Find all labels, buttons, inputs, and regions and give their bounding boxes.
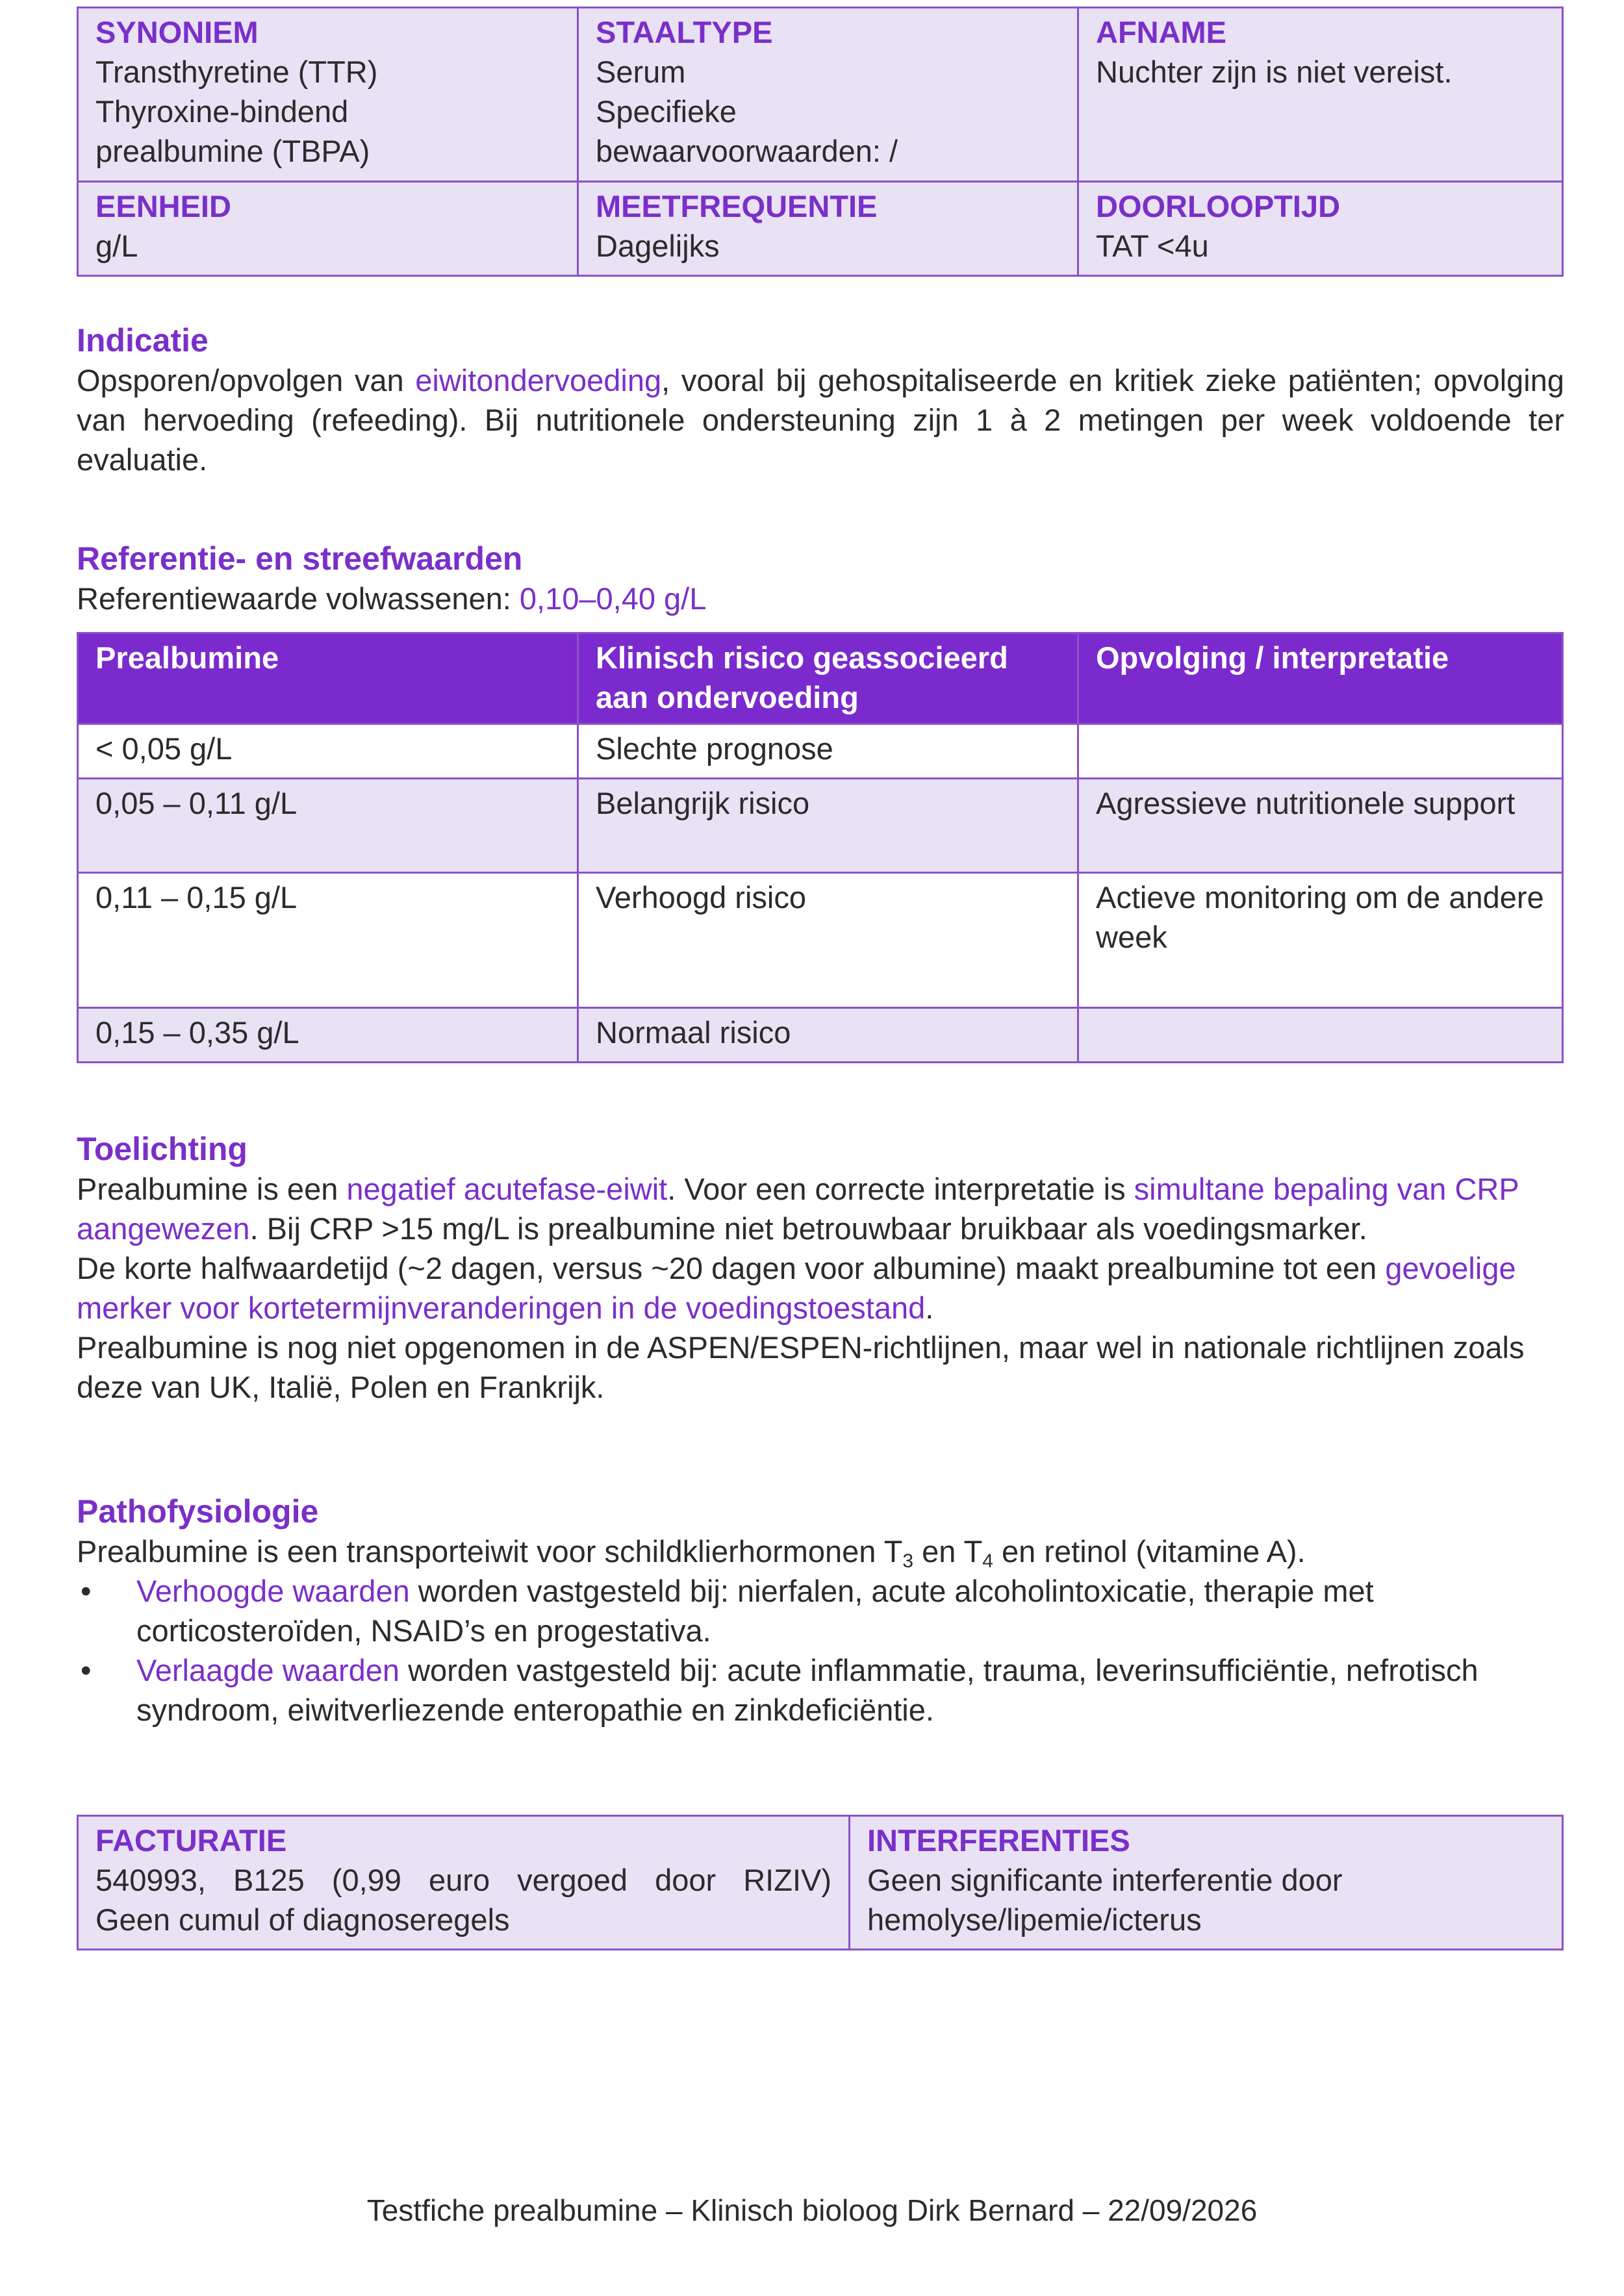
explanation-highlight: gevoelige merker voor kortetermijnveranderingen in de voedingstoestand — [77, 1251, 1516, 1325]
list-item — [77, 1571, 1564, 1650]
turnaround-value: TAT <4u — [1096, 229, 1209, 263]
explanation-text-part: De korte halfwaardetijd (~2 dagen, versus ~20 dagen voor albumine) maakt prealbumine tot een — [77, 1251, 1386, 1285]
explanation-paragraph — [77, 1169, 1564, 1248]
synonym-line: prealbumine (TBPA) — [95, 134, 370, 168]
frequency-label: MEETFREQUENTIE — [596, 189, 878, 223]
reference-row — [78, 724, 1563, 779]
specimen-info-row — [78, 182, 1563, 276]
interference-line: Geen significante interferentie door — [867, 1863, 1343, 1897]
follow-cell: Actieve monitoring om de andere week — [1078, 873, 1563, 1008]
frequency-value: Dagelijks — [596, 229, 720, 263]
pathophysiology-section — [77, 1492, 1564, 1730]
intro-text-part: Prealbumine is een transporteiwit voor schildklierhormonen T — [77, 1534, 903, 1569]
list-item — [77, 1650, 1564, 1730]
list-item-text: worden vastgesteld bij: nierfalen, acute alcoholintoxicatie, therapie met corticosteroïden, NSAID’s en progestativa. — [136, 1574, 1374, 1648]
billing-label: FACTURATIE — [95, 1823, 287, 1858]
explanation-text-part: . Voor een correcte interpretatie is — [667, 1172, 1134, 1206]
sample-type-label: STAALTYPE — [596, 15, 773, 49]
range-cell: 0,05 – 0,11 g/L — [78, 779, 578, 873]
explanation-section — [77, 1129, 1564, 1407]
header-clinical-risk: Klinisch risico geassocieerd aan ondervoeding — [578, 633, 1078, 724]
pathophysiology-intro — [77, 1532, 1564, 1571]
billing-line: Geen cumul of diagnoseregels — [95, 1902, 510, 1937]
pathophysiology-title: Pathofysiologie — [77, 1493, 319, 1530]
reference-section — [77, 539, 1564, 618]
billing-line: 540993, B125 (0,99 euro vergoed door RIZIV) — [95, 1863, 831, 1897]
sample-type-line: Serum — [596, 55, 686, 89]
synonym-line: Thyroxine-bindend — [95, 94, 349, 129]
explanation-title: Toelichting — [77, 1131, 247, 1167]
reference-header-row — [78, 633, 1563, 724]
explanation-text-part: . — [925, 1291, 934, 1325]
explanation-highlight: simultane bepaling van CRP aangewezen — [77, 1172, 1519, 1246]
indication-text-part: Opsporen/opvolgen van — [77, 363, 416, 397]
synonym-cell — [78, 8, 578, 182]
reference-subtitle-text: Referentiewaarde volwassenen: — [77, 581, 520, 616]
interference-line: hemolyse/lipemie/icterus — [867, 1902, 1202, 1937]
list-item-highlight: Verlaagde waarden — [136, 1653, 400, 1687]
synonym-label: SYNONIEM — [95, 15, 259, 49]
reference-value: 0,10–0,40 g/L — [519, 581, 707, 616]
indication-text — [77, 360, 1564, 479]
risk-cell: Normaal risico — [578, 1008, 1078, 1063]
subscript-4: 4 — [982, 1550, 993, 1572]
follow-cell — [1078, 1008, 1563, 1063]
explanation-paragraph: Prealbumine is nog niet opgenomen in de ASPEN/ESPEN-richtlijnen, maar wel in nationale richtlijnen zoals deze van UK, Italië, Polen en Frankrijk. — [77, 1330, 1525, 1404]
indication-title: Indicatie — [77, 322, 209, 359]
collection-label: AFNAME — [1096, 15, 1227, 49]
collection-cell — [1078, 8, 1563, 182]
specimen-info-table — [77, 6, 1564, 277]
bullet-icon: • — [81, 1653, 92, 1687]
header-follow-up: Opvolging / interpretatie — [1078, 633, 1563, 724]
reference-row — [78, 779, 1563, 873]
intro-text-part: en retinol (vitamine A). — [993, 1534, 1306, 1569]
billing-row — [78, 1816, 1563, 1950]
risk-cell: Slechte prognose — [578, 724, 1078, 779]
range-cell: 0,11 – 0,15 g/L — [78, 873, 578, 1008]
billing-table — [77, 1815, 1564, 1950]
list-item-highlight: Verhoogde waarden — [136, 1574, 410, 1608]
explanation-text-part: . Bij CRP >15 mg/L is prealbumine niet betrouwbaar bruikbaar als voedingsmarker. — [249, 1211, 1367, 1246]
range-cell: 0,15 – 0,35 g/L — [78, 1008, 578, 1063]
risk-cell: Verhoogd risico — [578, 873, 1078, 1008]
reference-title: Referentie- en streefwaarden — [77, 540, 523, 577]
sample-type-line: bewaarvoorwaarden: / — [596, 134, 898, 168]
explanation-paragraph — [77, 1248, 1564, 1328]
follow-cell — [1078, 724, 1563, 779]
reference-row — [78, 1008, 1563, 1063]
reference-subtitle — [77, 579, 1564, 618]
unit-cell — [78, 182, 578, 276]
risk-cell: Belangrijk risico — [578, 779, 1078, 873]
follow-cell: Agressieve nutritionele support — [1078, 779, 1563, 873]
list-item-text: worden vastgesteld bij: acute inflammatie, trauma, leverinsufficiëntie, nefrotisch syndroom, eiwitverliezende enteropathie en zinkdeficiëntie. — [136, 1653, 1478, 1727]
sample-type-line: Specifieke — [596, 94, 737, 129]
unit-label: EENHEID — [95, 189, 231, 223]
synonym-line: Transthyretine (TTR) — [95, 55, 378, 89]
reference-table — [77, 632, 1564, 1063]
interference-cell — [850, 1816, 1563, 1950]
pathophysiology-list — [77, 1571, 1564, 1730]
subscript-3: 3 — [902, 1550, 914, 1572]
collection-line: Nuchter zijn is niet vereist. — [1096, 55, 1453, 89]
sample-type-cell — [578, 8, 1078, 182]
turnaround-label: DOORLOOPTIJD — [1096, 189, 1341, 223]
billing-cell — [78, 1816, 850, 1950]
unit-value: g/L — [95, 229, 138, 263]
turnaround-cell — [1078, 182, 1563, 276]
header-prealbumine: Prealbumine — [78, 633, 578, 724]
intro-text-part: en T — [913, 1534, 983, 1569]
frequency-cell — [578, 182, 1078, 276]
interference-label: INTERFERENTIES — [867, 1823, 1130, 1858]
indication-highlight: eiwitondervoeding — [415, 363, 662, 397]
explanation-text-part: Prealbumine is een — [77, 1172, 347, 1206]
reference-row — [78, 873, 1563, 1008]
bullet-icon: • — [81, 1574, 92, 1608]
indication-section — [77, 321, 1564, 479]
explanation-highlight: negatief acutefase-eiwit — [346, 1172, 668, 1206]
range-cell: < 0,05 g/L — [78, 724, 578, 779]
specimen-info-row — [78, 8, 1563, 182]
indication-text-part: , vooral bij gehospitaliseerde en kritiek zieke patiënten; opvolging van hervoeding (refeeding). Bij nutritionele ondersteuning zijn 1 à 2 metingen per week voldoende ter evaluatie. — [77, 363, 1564, 477]
page-footer: Testfiche prealbumine – Klinisch bioloog Dirk Bernard – 22/09/2026 — [366, 2193, 1258, 2227]
